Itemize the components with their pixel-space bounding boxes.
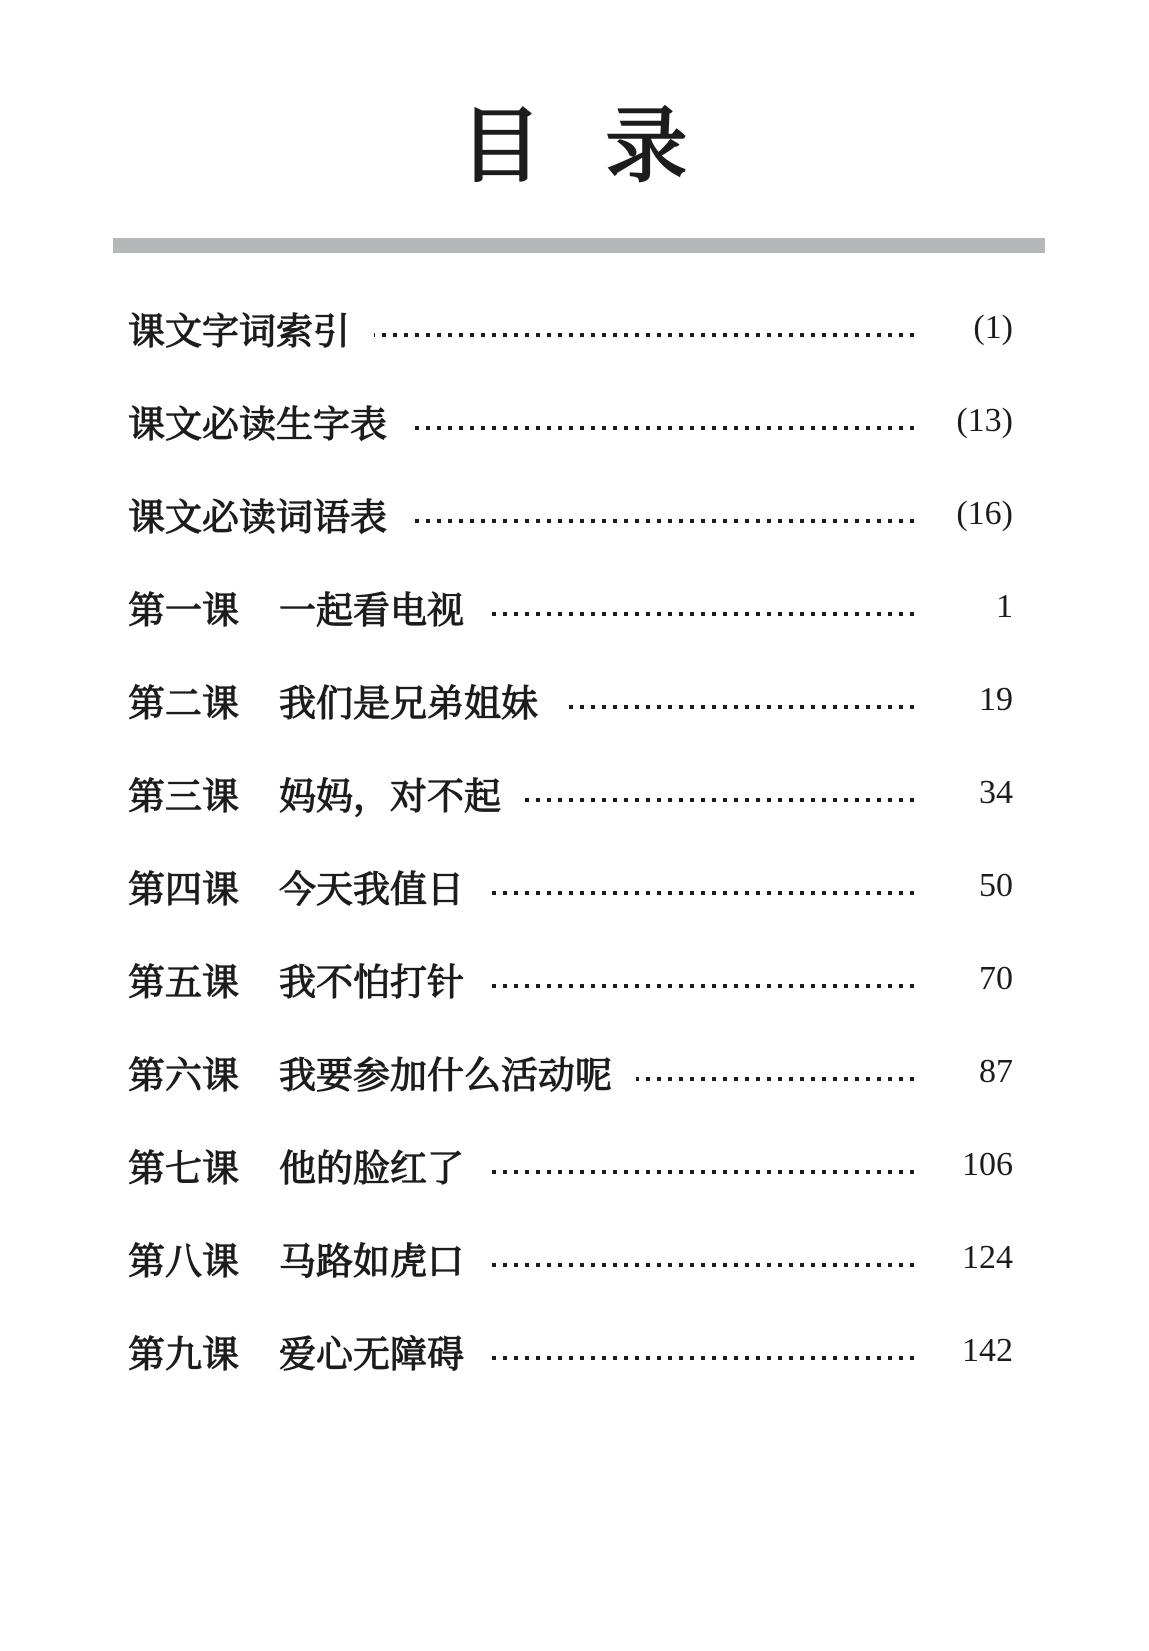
toc-entry-title: 我要参加什么活动呢 — [279, 1054, 612, 1096]
title-divider — [113, 238, 1045, 253]
toc-entry-page: (1) — [973, 308, 1013, 346]
dotted-leader — [411, 467, 921, 560]
dotted-leader — [562, 653, 921, 746]
toc-entry — [128, 653, 1013, 746]
toc-entry-title: 爱心无障碍 — [279, 1333, 464, 1375]
toc-entry-chapter: 课文字词索引 — [128, 310, 350, 352]
toc-entry-title: 今天我值日 — [279, 868, 464, 910]
toc-entry — [128, 1025, 1013, 1118]
toc-entry-chapter: 第二课 — [128, 682, 239, 724]
toc-entry-title: 我们是兄弟姐妹 — [279, 682, 538, 724]
toc-entry — [128, 467, 1013, 560]
toc-entry — [128, 560, 1013, 653]
toc-entry-chapter: 第三课 — [128, 775, 239, 817]
toc-entry-chapter: 第九课 — [128, 1333, 239, 1375]
toc-entry — [128, 1118, 1013, 1211]
toc-entry — [128, 374, 1013, 467]
toc-entry-title: 我不怕打针 — [279, 961, 464, 1003]
dotted-leader — [488, 1118, 921, 1211]
toc-entry-chapter: 第四课 — [128, 868, 239, 910]
toc-entry-chapter: 第七课 — [128, 1147, 239, 1189]
toc-entry — [128, 932, 1013, 1025]
dotted-leader — [525, 746, 921, 839]
toc-entry-page: (13) — [956, 401, 1013, 439]
toc-entry-chapter: 第六课 — [128, 1054, 239, 1096]
toc-entry — [128, 1304, 1013, 1397]
toc-entry-page: 34 — [979, 773, 1013, 811]
toc-entry-page: 87 — [979, 1052, 1013, 1090]
toc-entry-page: 19 — [979, 680, 1013, 718]
toc-entry — [128, 839, 1013, 932]
toc-entry-title: 马路如虎口 — [279, 1240, 464, 1282]
toc-entry-title: 一起看电视 — [279, 589, 464, 631]
dotted-leader — [636, 1025, 921, 1118]
toc-entry-chapter: 课文必读生字表 — [128, 403, 387, 445]
dotted-leader — [374, 281, 921, 374]
toc-entry-page: 142 — [962, 1331, 1013, 1369]
toc-entry-chapter: 课文必读词语表 — [128, 496, 387, 538]
dotted-leader — [411, 374, 921, 467]
toc-entry-title: 他的脸红了 — [279, 1147, 464, 1189]
toc-entry-chapter: 第五课 — [128, 961, 239, 1003]
toc-entry-page: 70 — [979, 959, 1013, 997]
toc-entry-page: 1 — [996, 587, 1013, 625]
toc-entry-page: 106 — [962, 1145, 1013, 1183]
dotted-leader — [488, 1304, 921, 1397]
dotted-leader — [488, 560, 921, 653]
toc-entry-chapter: 第八课 — [128, 1240, 239, 1282]
toc-entry — [128, 281, 1013, 374]
toc-entry-chapter: 第一课 — [128, 589, 239, 631]
toc-entry-page: (16) — [956, 494, 1013, 532]
dotted-leader — [488, 1211, 921, 1304]
toc-entry-page: 50 — [979, 866, 1013, 904]
page-title: 目 录 — [459, 101, 690, 192]
dotted-leader — [488, 932, 921, 1025]
toc-entry — [128, 746, 1013, 839]
toc-entry-title: 妈妈，对不起 — [279, 775, 501, 817]
dotted-leader — [488, 839, 921, 932]
toc-entry-page: 124 — [962, 1238, 1013, 1276]
toc-list — [128, 253, 1013, 1397]
toc-entry — [128, 1211, 1013, 1304]
